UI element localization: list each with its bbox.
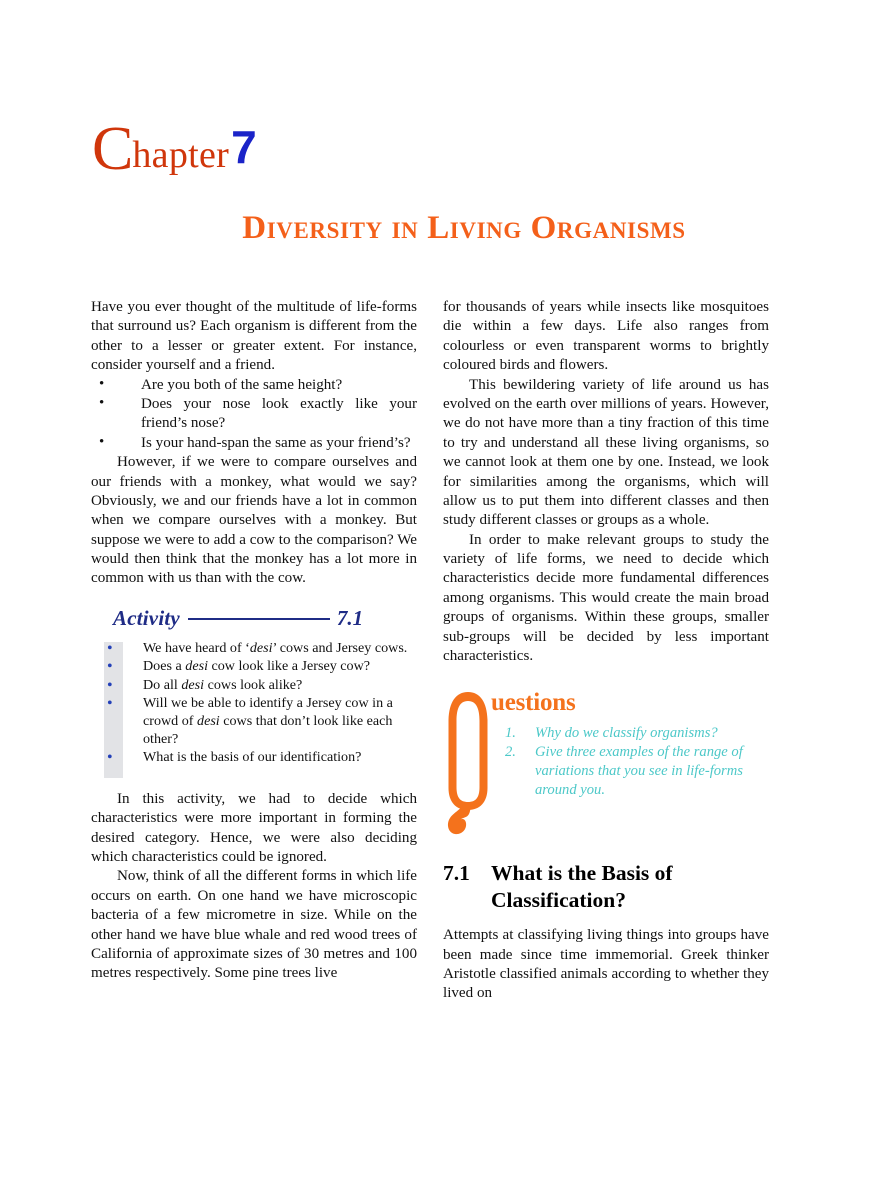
activity-number: 7.1 (336, 605, 364, 630)
right-column (443, 298, 769, 1004)
intro-question-list (91, 376, 417, 454)
questions-heading: uestions (491, 689, 576, 717)
paragraph: This bewildering variety of life around us has evolved on the earth over millions of years. However, we do not have more than a tiny fraction of this time to try and understand all these living organisms, so we cannot look at them one by one. Instead, we look for similarities among the organisms, which will allow us to put them into different classes and then study different classes or groups as a whole. (443, 376, 769, 529)
chapter-header (92, 115, 257, 183)
questions-list (493, 724, 761, 799)
chapter-word: hapter (132, 134, 230, 176)
section-title: What is the Basis of Classification? (491, 861, 673, 912)
chapter-number: 7 (231, 121, 257, 173)
page-title: Diversity in Living Organisms (242, 210, 686, 246)
activity-item: • Does a desi cow look like a Jersey cow? (143, 658, 417, 676)
paragraph: Now, think of all the different forms in which life occurs on earth. On one hand we have microscopic bacteria of a few micrometre in size. While on the other hand we have blue whale and red wood trees of California of approximate sizes of 30 metres and 100 metres respectively. Some pine trees live (91, 868, 417, 982)
activity-label: Activity (113, 605, 180, 630)
paragraph: Attempts at classifying living things into groups have been made since time immemorial. Greek thinker Aristotle classified animals according to whether they lived on (443, 927, 769, 1002)
paragraph: Have you ever thought of the multitude of life-forms that surround us? Each organism is different from the other to a lesser or greater extent. For instance, consider yourself and a friend. (91, 299, 417, 374)
question-item: Why do we classify organisms? (535, 725, 718, 742)
left-column (91, 298, 417, 984)
chapter-drop-cap: C (92, 115, 133, 183)
question-item: Give three examples of the range of variations that you see in life-forms around you. (535, 744, 743, 798)
paragraph: In this activity, we had to decide which characteristics were more important in forming the desired category. Hence, we were also deciding which characteristics could be ignored. (91, 790, 417, 866)
activity-item: • What is the basis of our identification? (143, 749, 417, 767)
questions-block (443, 686, 769, 838)
list-item: • Is your hand-span the same as your friend’s? (91, 434, 417, 453)
paragraph: for thousands of years while insects like mosquitoes die within a few days. Life also ranges from colourless or even transparent worms to brightly coloured birds and flowers. (443, 299, 769, 374)
paragraph: However, if we were to compare ourselves and our friends with a monkey, what would we say? Obviously, we and our friends have a lot in common when we compare ourselves with a monkey. But suppose we were to add a cow to the comparison? We would then think that the monkey has a lot more in common with us than with the cow. (91, 454, 417, 587)
section-heading (443, 860, 769, 913)
activity-box (91, 640, 417, 780)
questions-q-icon (445, 690, 491, 838)
activity-heading (91, 605, 417, 631)
activity-rule (188, 618, 330, 620)
activity-item: • Do all desi cows look alike? (143, 677, 417, 695)
section-number: 7.1 (443, 861, 470, 886)
activity-item: • Will we be able to identify a Jersey cow in a crowd of desi cows that don’t look like each other? (143, 695, 417, 748)
activity-list (143, 640, 417, 767)
list-item: • Does your nose look exactly like your friend’s nose? (91, 395, 417, 434)
paragraph: In order to make relevant groups to study the variety of life forms, we need to decide which characteristics decide more fundamental differences among organisms. This would create the main broad groups of organisms. Within these groups, smaller sub-groups will be decided by less important characteristics. (443, 531, 769, 665)
activity-item: • We have heard of ‘desi’ cows and Jersey cows. (143, 640, 417, 658)
list-item: • Are you both of the same height? (91, 376, 417, 395)
